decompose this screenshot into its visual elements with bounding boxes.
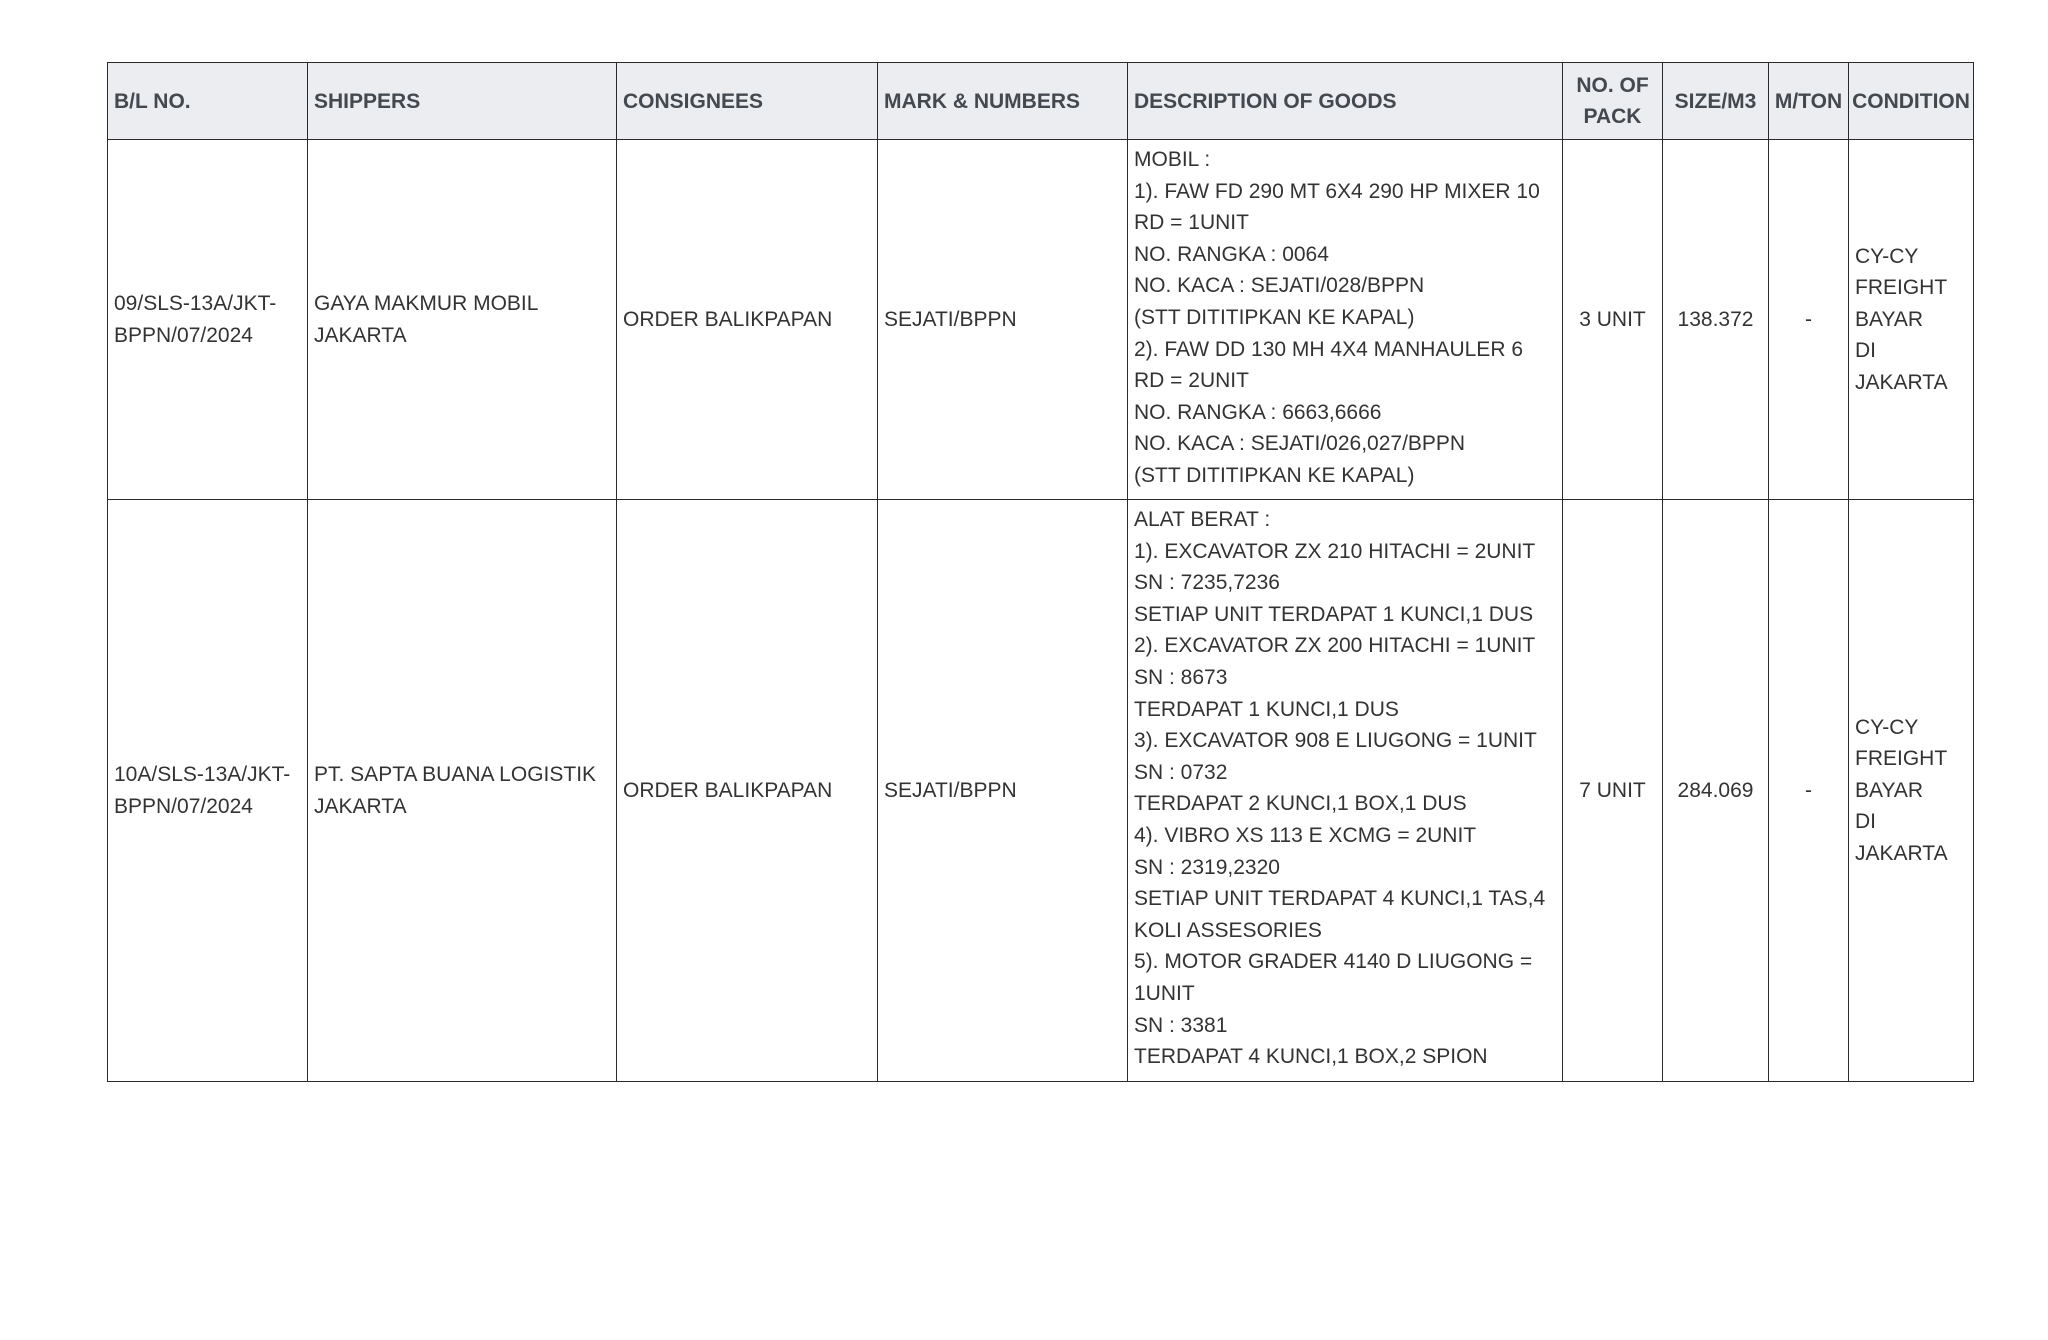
table-header [108, 63, 1974, 140]
description-line: 1). EXCAVATOR ZX 210 HITACHI = 2UNIT [1134, 539, 1536, 563]
cell-marks: SEJATI/BPPN [878, 140, 1128, 500]
bl-no-line: BPPN/07/2024 [114, 794, 253, 818]
header-consignees: CONSIGNEES [617, 63, 878, 140]
cell-condition [1849, 140, 1974, 500]
cell-mton: - [1769, 140, 1849, 500]
description-line: SN : 8673 [1134, 665, 1228, 689]
cell-shipper [308, 500, 617, 1082]
description-line: 1). FAW FD 290 MT 6X4 290 HP MIXER 10 [1134, 179, 1540, 203]
condition-line: JAKARTA [1855, 370, 1948, 394]
header-mark-numbers: MARK & NUMBERS [878, 63, 1128, 140]
cell-shipper [308, 140, 617, 500]
description-line: (STT DITITIPKAN KE KAPAL) [1134, 463, 1415, 487]
manifest-sheet [107, 62, 1973, 1082]
condition-line: FREIGHT [1855, 747, 1948, 771]
cell-size: 284.069 [1663, 500, 1769, 1082]
description-line: 5). MOTOR GRADER 4140 D LIUGONG = [1134, 950, 1533, 974]
description-line: SETIAP UNIT TERDAPAT 1 KUNCI,1 DUS [1134, 602, 1534, 626]
condition-line: CY-CY [1855, 715, 1919, 739]
description-line: MOBIL : [1134, 148, 1211, 171]
condition-line: FREIGHT [1855, 276, 1948, 300]
condition-line: DI [1855, 339, 1876, 363]
description-line: NO. RANGKA : 6663,6666 [1134, 400, 1382, 424]
header-no-of-pack-line2: PACK [1583, 105, 1642, 128]
cell-description [1128, 500, 1563, 1082]
cell-consignee: ORDER BALIKPAPAN [617, 500, 878, 1082]
condition-line: JAKARTA [1855, 841, 1948, 865]
condition-line: BAYAR [1855, 307, 1924, 331]
cell-no-of-pack: 3 UNIT [1563, 140, 1663, 500]
condition-line: CY-CY [1855, 244, 1919, 268]
cell-bl-no [108, 140, 308, 500]
description-line: (STT DITITIPKAN KE KAPAL) [1134, 305, 1415, 329]
header-size: SIZE/M3 [1663, 63, 1769, 140]
bl-no-line: 09/SLS-13A/JKT- [114, 291, 277, 315]
cell-description [1128, 140, 1563, 500]
header-description: DESCRIPTION OF GOODS [1128, 63, 1563, 140]
description-line: NO. KACA : SEJATI/026,027/BPPN [1134, 432, 1466, 456]
cell-marks: SEJATI/BPPN [878, 500, 1128, 1082]
description-line: SN : 3381 [1134, 1013, 1228, 1037]
cargo-manifest-table [107, 62, 1974, 1082]
description-line: NO. KACA : SEJATI/028/BPPN [1134, 274, 1425, 298]
shipper-line: PT. SAPTA BUANA LOGISTIK [314, 762, 597, 786]
condition-line: DI [1855, 810, 1876, 834]
condition-line: BAYAR [1855, 778, 1924, 802]
description-line: KOLI ASSESORIES [1134, 918, 1322, 942]
header-shippers: SHIPPERS [308, 63, 617, 140]
shipper-line: JAKARTA [314, 794, 407, 818]
table-row [108, 140, 1974, 500]
header-mton: M/TON [1769, 63, 1849, 140]
header-row [108, 63, 1974, 140]
table-body [108, 140, 1974, 1082]
description-line: TERDAPAT 4 KUNCI,1 BOX,2 SPION [1134, 1045, 1488, 1069]
cell-size: 138.372 [1663, 140, 1769, 500]
header-bl-no: B/L NO. [108, 63, 308, 140]
description-line: NO. RANGKA : 0064 [1134, 242, 1329, 266]
header-no-of-pack [1563, 63, 1663, 140]
description-line: SETIAP UNIT TERDAPAT 4 KUNCI,1 TAS,4 [1134, 887, 1546, 911]
cell-no-of-pack: 7 UNIT [1563, 500, 1663, 1082]
cell-consignee: ORDER BALIKPAPAN [617, 140, 878, 500]
description-line: SN : 0732 [1134, 760, 1228, 784]
description-line: SN : 2319,2320 [1134, 855, 1280, 879]
shipper-line: JAKARTA [314, 323, 407, 347]
cell-bl-no [108, 500, 308, 1082]
header-no-of-pack-line1: NO. OF [1576, 74, 1649, 97]
description-line: 2). EXCAVATOR ZX 200 HITACHI = 1UNIT [1134, 634, 1536, 658]
description-line: 3). EXCAVATOR 908 E LIUGONG = 1UNIT [1134, 729, 1537, 753]
shipper-line: GAYA MAKMUR MOBIL [314, 291, 539, 315]
bl-no-line: BPPN/07/2024 [114, 323, 253, 347]
description-line: TERDAPAT 2 KUNCI,1 BOX,1 DUS [1134, 792, 1467, 816]
description-line: ALAT BERAT : [1134, 508, 1271, 531]
description-line: SN : 7235,7236 [1134, 571, 1280, 595]
header-condition: CONDITION [1849, 63, 1974, 140]
cell-mton: - [1769, 500, 1849, 1082]
bl-no-line: 10A/SLS-13A/JKT- [114, 762, 291, 786]
description-line: TERDAPAT 1 KUNCI,1 DUS [1134, 697, 1399, 721]
description-line: 4). VIBRO XS 113 E XCMG = 2UNIT [1134, 823, 1477, 847]
table-row [108, 500, 1974, 1082]
description-line: 2). FAW DD 130 MH 4X4 MANHAULER 6 [1134, 337, 1523, 361]
description-line: RD = 2UNIT [1134, 369, 1249, 393]
cell-condition [1849, 500, 1974, 1082]
description-line: RD = 1UNIT [1134, 211, 1249, 235]
description-line: 1UNIT [1134, 981, 1195, 1005]
